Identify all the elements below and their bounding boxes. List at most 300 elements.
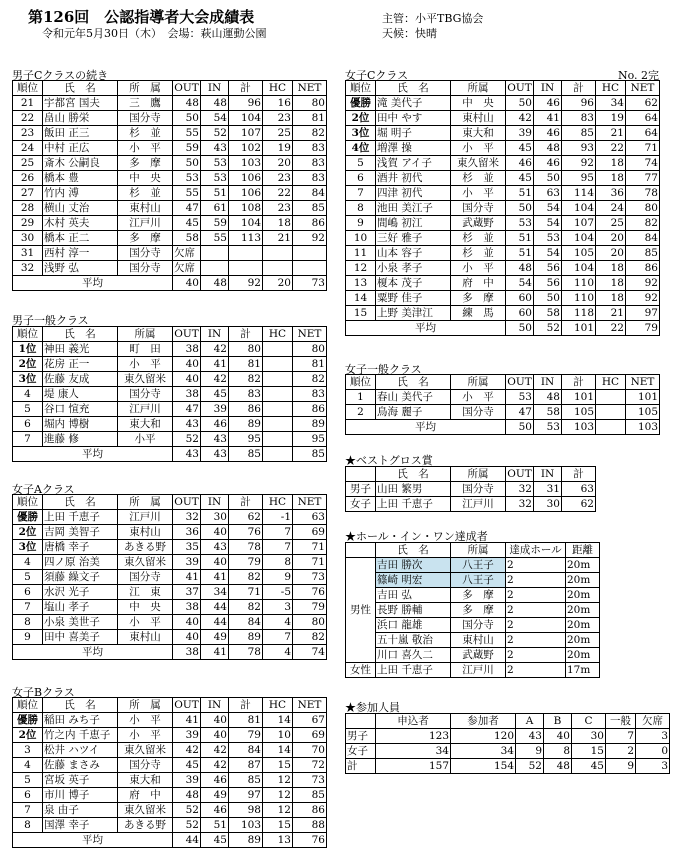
table-cell: 39: [506, 126, 534, 141]
average-row: [13, 276, 327, 291]
rank-cell: 14: [346, 291, 376, 306]
table-header-row: [13, 327, 327, 342]
table-cell: 50: [534, 291, 562, 306]
table-cell: 浅賀 アイ子: [376, 156, 451, 171]
table-cell: 府 中: [118, 788, 173, 803]
column-header: 計: [562, 81, 596, 96]
table-row: [13, 216, 327, 231]
table-cell: 東久留米: [451, 156, 506, 171]
player-name: 長野 勝輔: [376, 603, 451, 618]
player-name: 吉田 勝次: [376, 558, 451, 573]
table-cell: -5: [263, 585, 293, 600]
table-cell: 86: [626, 261, 660, 276]
table-cell: 竹之内 千恵子: [43, 728, 118, 743]
table-cell: 小 平: [118, 615, 173, 630]
table-cell: 45: [506, 141, 534, 156]
table-cell: 58: [534, 405, 562, 420]
table-cell: 104: [562, 201, 596, 216]
table-cell: 104: [229, 111, 263, 126]
section-title-best-gross: ★ベストグロス賞: [345, 454, 433, 467]
table-cell: 三 鷹: [118, 96, 173, 111]
table-cell: 41: [534, 111, 562, 126]
table-cell: 60: [506, 291, 534, 306]
rank-cell: 2: [346, 405, 376, 420]
hole-in-one-table: [345, 542, 600, 678]
table-cell: 72: [293, 758, 327, 773]
table-cell: 国分寺: [118, 387, 173, 402]
table-cell: 79: [229, 555, 263, 570]
column-header: 氏 名: [43, 327, 118, 342]
table-row: [13, 432, 327, 447]
table-cell: 97: [229, 788, 263, 803]
column-header: 所属: [451, 375, 506, 390]
column-header: [346, 714, 376, 729]
table-row: [13, 510, 327, 525]
table-cell: 38: [173, 645, 201, 660]
table-cell: 東大和: [118, 417, 173, 432]
rank-cell: 25: [13, 156, 43, 171]
page-title: 第126回 公認指導者大会成績表: [28, 8, 255, 26]
table-cell: 40: [173, 615, 201, 630]
table-cell: 堤 康人: [43, 387, 118, 402]
table-cell: 69: [293, 728, 327, 743]
table-cell: 46: [506, 156, 534, 171]
table-cell: 稲田 みち子: [43, 713, 118, 728]
rank-cell: 24: [13, 141, 43, 156]
table-cell: 45: [173, 758, 201, 773]
table-cell: 86: [293, 216, 327, 231]
rank-cell: 7: [13, 600, 43, 615]
table-cell: 42: [506, 111, 534, 126]
average-label: 平均: [13, 276, 173, 291]
table-cell: 鳥海 麗子: [376, 405, 451, 420]
table-cell: 練 馬: [451, 306, 506, 321]
table-cell: 中 央: [118, 171, 173, 186]
table-cell: 55: [173, 126, 201, 141]
table-cell: 橋本 豊: [43, 171, 118, 186]
table-cell: 47: [173, 201, 201, 216]
table-cell: 国澤 幸子: [43, 818, 118, 833]
table-cell: 粟野 佳子: [376, 291, 451, 306]
table-cell: 50: [506, 321, 534, 336]
table-cell: 泉 由子: [43, 803, 118, 818]
table-cell: 53: [534, 231, 562, 246]
table-cell: 四津 初代: [376, 186, 451, 201]
rank-cell: 13: [346, 276, 376, 291]
table-cell: 39: [173, 773, 201, 788]
table-row: [13, 773, 327, 788]
table-cell: 73: [293, 773, 327, 788]
table-row: [346, 201, 660, 216]
rank-cell: 21: [13, 96, 43, 111]
table-row: [346, 744, 670, 759]
table-cell: 0: [636, 744, 670, 759]
table-cell: 104: [229, 216, 263, 231]
table-cell: 43: [201, 447, 229, 462]
table-cell: 63: [562, 482, 596, 497]
table-cell: 20: [596, 246, 626, 261]
table-cell: 58: [173, 231, 201, 246]
table-cell: 48: [544, 759, 572, 774]
table-cell: 44: [201, 615, 229, 630]
table-cell: 51: [506, 246, 534, 261]
table-cell: 23: [263, 171, 293, 186]
table-cell: 7: [263, 540, 293, 555]
distance: 20m: [566, 618, 600, 633]
column-header: 氏 名: [376, 467, 451, 482]
table-cell: 多 摩: [118, 231, 173, 246]
table-cell: 多 摩: [118, 156, 173, 171]
table-cell: 92: [626, 291, 660, 306]
table-row: [346, 96, 660, 111]
table-cell: 18: [596, 291, 626, 306]
table-cell: 80: [626, 201, 660, 216]
table-cell: 4: [263, 645, 293, 660]
table-cell: 157: [376, 759, 451, 774]
rank-cell: 6: [13, 788, 43, 803]
table-cell: 80: [229, 342, 263, 357]
table-cell: 41: [173, 570, 201, 585]
rank-cell: 15: [346, 306, 376, 321]
table-cell: 国分寺: [118, 111, 173, 126]
table-cell: 52: [173, 818, 201, 833]
table-cell: 105: [626, 405, 660, 420]
male-c-table: [12, 80, 327, 291]
table-cell: 58: [534, 306, 562, 321]
table-cell: 96: [229, 96, 263, 111]
table-cell: 田中 やす: [376, 111, 451, 126]
table-cell: 小 平: [118, 728, 173, 743]
column-header: IN: [534, 375, 562, 390]
rank-cell: 12: [346, 261, 376, 276]
table-cell: 23: [263, 111, 293, 126]
table-cell: 78: [626, 186, 660, 201]
table-cell: 東村山: [451, 111, 506, 126]
table-cell: 83: [293, 156, 327, 171]
table-cell: 9: [606, 759, 636, 774]
best-gross-table: [345, 466, 596, 512]
table-cell: 竹内 溥: [43, 186, 118, 201]
table-cell: 18: [596, 261, 626, 276]
table-cell: 79: [626, 321, 660, 336]
table-cell: 中 央: [451, 96, 506, 111]
table-row: [346, 497, 596, 512]
column-header: 順位: [13, 495, 43, 510]
table-cell: 13: [263, 833, 293, 848]
table-cell: 増澤 操: [376, 141, 451, 156]
table-cell: 小 平: [118, 141, 173, 156]
rank-cell: 女子: [346, 497, 376, 512]
average-row: [346, 420, 660, 435]
table-cell: 江戸川: [118, 402, 173, 417]
rank-cell: 22: [13, 111, 43, 126]
table-cell: 46: [201, 417, 229, 432]
table-cell: 佐藤 友成: [43, 372, 118, 387]
rank-cell: 8: [13, 615, 43, 630]
rank-cell: 6: [346, 171, 376, 186]
male-label: 男性: [346, 558, 376, 663]
table-cell: 唐橋 幸子: [43, 540, 118, 555]
rank-cell: 5: [346, 156, 376, 171]
table-cell: 48: [201, 276, 229, 291]
table-cell: 国分寺: [451, 201, 506, 216]
average-row: [13, 447, 327, 462]
table-cell: 42: [173, 743, 201, 758]
participants-table: [345, 713, 670, 774]
column-header: HC: [263, 81, 293, 96]
rank-cell: 2位: [13, 728, 43, 743]
rank-cell: 4: [13, 387, 43, 402]
table-cell: 76: [229, 525, 263, 540]
table-row: [13, 525, 327, 540]
event-date-venue: 令和元年5月30日（木） 会場：萩山運動公園: [42, 27, 267, 40]
table-cell: 18: [263, 216, 293, 231]
table-row: [13, 803, 327, 818]
table-cell: 89: [229, 833, 263, 848]
table-cell: 春山 美代子: [376, 390, 451, 405]
table-cell: 85: [229, 447, 263, 462]
table-row: [346, 261, 660, 276]
rank-cell: 8: [346, 201, 376, 216]
table-cell: 83: [293, 141, 327, 156]
table-row: [346, 246, 660, 261]
section-title-participants: ★参加人員: [345, 701, 400, 714]
column-header: 所 属: [118, 495, 173, 510]
table-row: [346, 588, 600, 603]
table-cell: 19: [263, 141, 293, 156]
table-cell: 37: [173, 585, 201, 600]
table-cell: [263, 342, 293, 357]
table-cell: [263, 261, 293, 276]
table-cell: 吉岡 美智子: [43, 525, 118, 540]
table-cell: 8: [263, 555, 293, 570]
table-cell: 杉 並: [451, 246, 506, 261]
column-header: NET: [293, 327, 327, 342]
table-cell: 81: [229, 713, 263, 728]
column-header: 氏 名: [376, 375, 451, 390]
table-cell: 78: [229, 540, 263, 555]
table-cell: 98: [229, 803, 263, 818]
table-row: [13, 758, 327, 773]
column-header: OUT: [174, 496, 199, 508]
table-cell: 9: [516, 744, 544, 759]
rank-cell: 11: [346, 246, 376, 261]
table-cell: 50: [506, 420, 534, 435]
table-cell: 85: [293, 788, 327, 803]
table-header-row: [346, 375, 660, 390]
table-row: [13, 585, 327, 600]
distance: 20m: [566, 633, 600, 648]
column-header: 計: [229, 495, 263, 510]
table-cell: 96: [562, 96, 596, 111]
table-row: [346, 729, 670, 744]
average-row: [13, 645, 327, 660]
rank-cell: 7: [13, 432, 43, 447]
table-cell: 田中 喜美子: [43, 630, 118, 645]
section-title-female-a: 女子Aクラス: [12, 483, 75, 496]
table-cell: [263, 417, 293, 432]
column-header: A: [516, 714, 544, 729]
table-cell: 48: [506, 261, 534, 276]
table-row: [13, 126, 327, 141]
column-header: B: [544, 714, 572, 729]
column-header: 参加者: [451, 714, 516, 729]
table-cell: 38: [173, 387, 201, 402]
table-cell: [596, 390, 626, 405]
table-row: [13, 357, 327, 372]
average-row: [346, 321, 660, 336]
column-header: HC: [263, 495, 293, 510]
table-cell: 40: [201, 525, 229, 540]
rank-cell: 4位: [346, 141, 376, 156]
table-cell: 21: [596, 306, 626, 321]
table-cell: 東村山: [118, 630, 173, 645]
column-header: 順位: [13, 698, 43, 713]
table-cell: 52: [534, 321, 562, 336]
rank-cell: 2位: [346, 111, 376, 126]
table-cell: 上田 千恵子: [43, 510, 118, 525]
table-cell: 104: [562, 231, 596, 246]
column-header: HC: [596, 81, 626, 96]
table-cell: 52: [201, 126, 229, 141]
column-header: NET: [626, 81, 660, 96]
rank-cell: 5: [13, 570, 43, 585]
player-club: 東村山: [451, 633, 506, 648]
table-row: [346, 306, 660, 321]
table-header-row: [13, 81, 327, 96]
table-cell: 71: [229, 585, 263, 600]
table-cell: 16: [263, 96, 293, 111]
table-row: [346, 291, 660, 306]
table-cell: 80: [293, 615, 327, 630]
table-cell: 東村山: [118, 525, 173, 540]
table-cell: 塩山 孝子: [43, 600, 118, 615]
table-cell: 25: [263, 126, 293, 141]
table-cell: 22: [596, 321, 626, 336]
table-cell: 79: [229, 728, 263, 743]
player-name: 浜口 龍雄: [376, 618, 451, 633]
rank-cell: 4: [13, 758, 43, 773]
table-cell: 欠席: [173, 261, 201, 276]
rank-cell: 5: [13, 773, 43, 788]
table-cell: 松井 ハツイ: [43, 743, 118, 758]
table-cell: 小 平: [451, 390, 506, 405]
table-cell: 横山 丈治: [43, 201, 118, 216]
table-header-row: [346, 714, 670, 729]
table-cell: 97: [626, 306, 660, 321]
table-cell: 浅野 弘: [43, 261, 118, 276]
rank-cell: 8: [13, 818, 43, 833]
column-header: 計: [562, 375, 596, 390]
table-cell: 府 中: [451, 276, 506, 291]
table-cell: -1: [263, 510, 293, 525]
table-cell: 15: [263, 758, 293, 773]
table-cell: 48: [534, 141, 562, 156]
table-row: [13, 570, 327, 585]
table-cell: 102: [229, 141, 263, 156]
table-cell: 77: [626, 171, 660, 186]
rank-cell: 9: [13, 630, 43, 645]
table-cell: 酒井 初代: [376, 171, 451, 186]
table-row: [346, 558, 600, 573]
rank-cell: 30: [13, 231, 43, 246]
table-cell: 間嶋 初江: [376, 216, 451, 231]
table-row: [346, 126, 660, 141]
table-cell: 106: [229, 186, 263, 201]
table-cell: 39: [173, 555, 201, 570]
table-cell: 55: [173, 186, 201, 201]
table-row: [346, 573, 600, 588]
table-row: [346, 482, 596, 497]
table-cell: 佐藤 まさみ: [43, 758, 118, 773]
table-cell: 18: [596, 171, 626, 186]
player-club: 武蔵野: [451, 648, 506, 663]
table-cell: 70: [293, 743, 327, 758]
column-header: 申込者: [376, 714, 451, 729]
table-cell: 23: [263, 201, 293, 216]
table-cell: 杉 並: [451, 231, 506, 246]
table-cell: 15: [572, 744, 606, 759]
distance: 20m: [566, 573, 600, 588]
table-cell: 江戸川: [451, 497, 506, 512]
rank-cell: 男子: [346, 729, 376, 744]
table-cell: 榎本 茂子: [376, 276, 451, 291]
table-row: [13, 372, 327, 387]
table-cell: [201, 246, 229, 261]
table-cell: 39: [173, 728, 201, 743]
table-cell: 49: [201, 630, 229, 645]
table-cell: 40: [201, 555, 229, 570]
table-cell: 50: [506, 201, 534, 216]
table-cell: 東久留米: [118, 803, 173, 818]
column-header: 計: [562, 467, 596, 482]
hole-number: 2: [506, 603, 566, 618]
table-cell: 宮坂 英子: [43, 773, 118, 788]
table-cell: 国分寺: [451, 482, 506, 497]
table-cell: 74: [293, 645, 327, 660]
column-header: HC: [263, 327, 293, 342]
table-cell: 103: [229, 156, 263, 171]
table-cell: 88: [293, 818, 327, 833]
table-cell: 4: [263, 615, 293, 630]
table-cell: 51: [201, 818, 229, 833]
column-header: NET: [293, 495, 327, 510]
table-cell: 101: [562, 321, 596, 336]
table-cell: [263, 387, 293, 402]
table-row: [346, 231, 660, 246]
table-cell: 89: [229, 630, 263, 645]
hole-number: 2: [506, 618, 566, 633]
table-cell: 小平: [118, 432, 173, 447]
table-cell: [293, 261, 327, 276]
table-cell: 95: [293, 432, 327, 447]
table-cell: 43: [173, 417, 201, 432]
table-cell: 51: [506, 231, 534, 246]
column-header: OUT: [174, 328, 199, 340]
table-header-row: [346, 467, 596, 482]
table-row: [13, 231, 327, 246]
table-cell: 43: [173, 447, 201, 462]
table-row: [346, 390, 660, 405]
table-cell: [263, 372, 293, 387]
table-cell: 12: [263, 788, 293, 803]
table-cell: 52: [173, 432, 201, 447]
table-cell: 80: [293, 342, 327, 357]
table-cell: 32: [506, 497, 534, 512]
table-cell: 54: [201, 111, 229, 126]
table-cell: 山本 容子: [376, 246, 451, 261]
table-row: [346, 759, 670, 774]
